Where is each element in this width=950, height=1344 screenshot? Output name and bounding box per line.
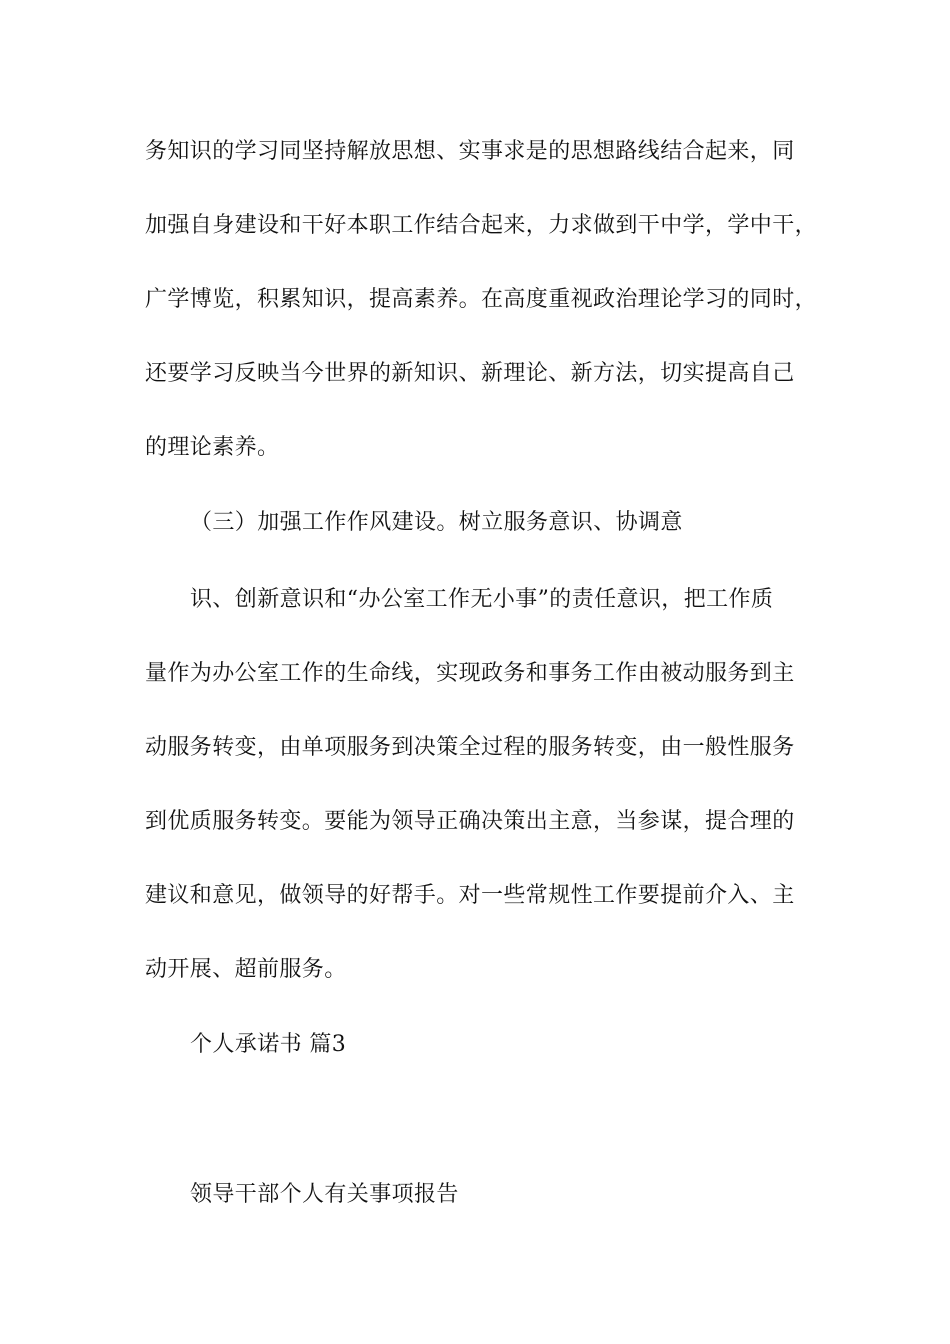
paragraph-line-4: 还要学习反映当今世界的新知识、新理论、新方法，切实提高自己 <box>145 361 795 386</box>
paragraph-line-3: 广学博览，积累知识，提高素养。在高度重视政治理论学习的同时， <box>145 287 818 312</box>
report-title: 领导干部个人有关事项报告 <box>190 1182 459 1207</box>
paragraph-line-1: 务知识的学习同坚持解放思想、实事求是的思想路线结合起来，同 <box>145 139 795 164</box>
paragraph-line-5: 的理论素养。 <box>145 435 280 460</box>
paragraph-line-10: 建议和意见，做领导的好帮手。对一些常规性工作要提前介入、主 <box>145 883 795 908</box>
paragraph-line-7: 量作为办公室工作的生命线，实现政务和事务工作由被动服务到主 <box>145 661 795 686</box>
paragraph-line-2: 加强自身建设和干好本职工作结合起来，力求做到干中学，学中干， <box>145 213 818 238</box>
paragraph-line-6: 识、创新意识和“办公室工作无小事”的责任意识，把工作质 <box>190 587 774 612</box>
section-heading-3: （三）加强工作作风建设。树立服务意识、协调意 <box>190 510 683 535</box>
paragraph-line-8: 动服务转变，由单项服务到决策全过程的服务转变，由一般性服务 <box>145 735 795 760</box>
article-title: 个人承诺书 篇3 <box>190 1032 347 1057</box>
paragraph-line-9: 到优质服务转变。要能为领导正确决策出主意，当参谋，提合理的 <box>145 809 795 834</box>
paragraph-line-11: 动开展、超前服务。 <box>145 957 347 982</box>
